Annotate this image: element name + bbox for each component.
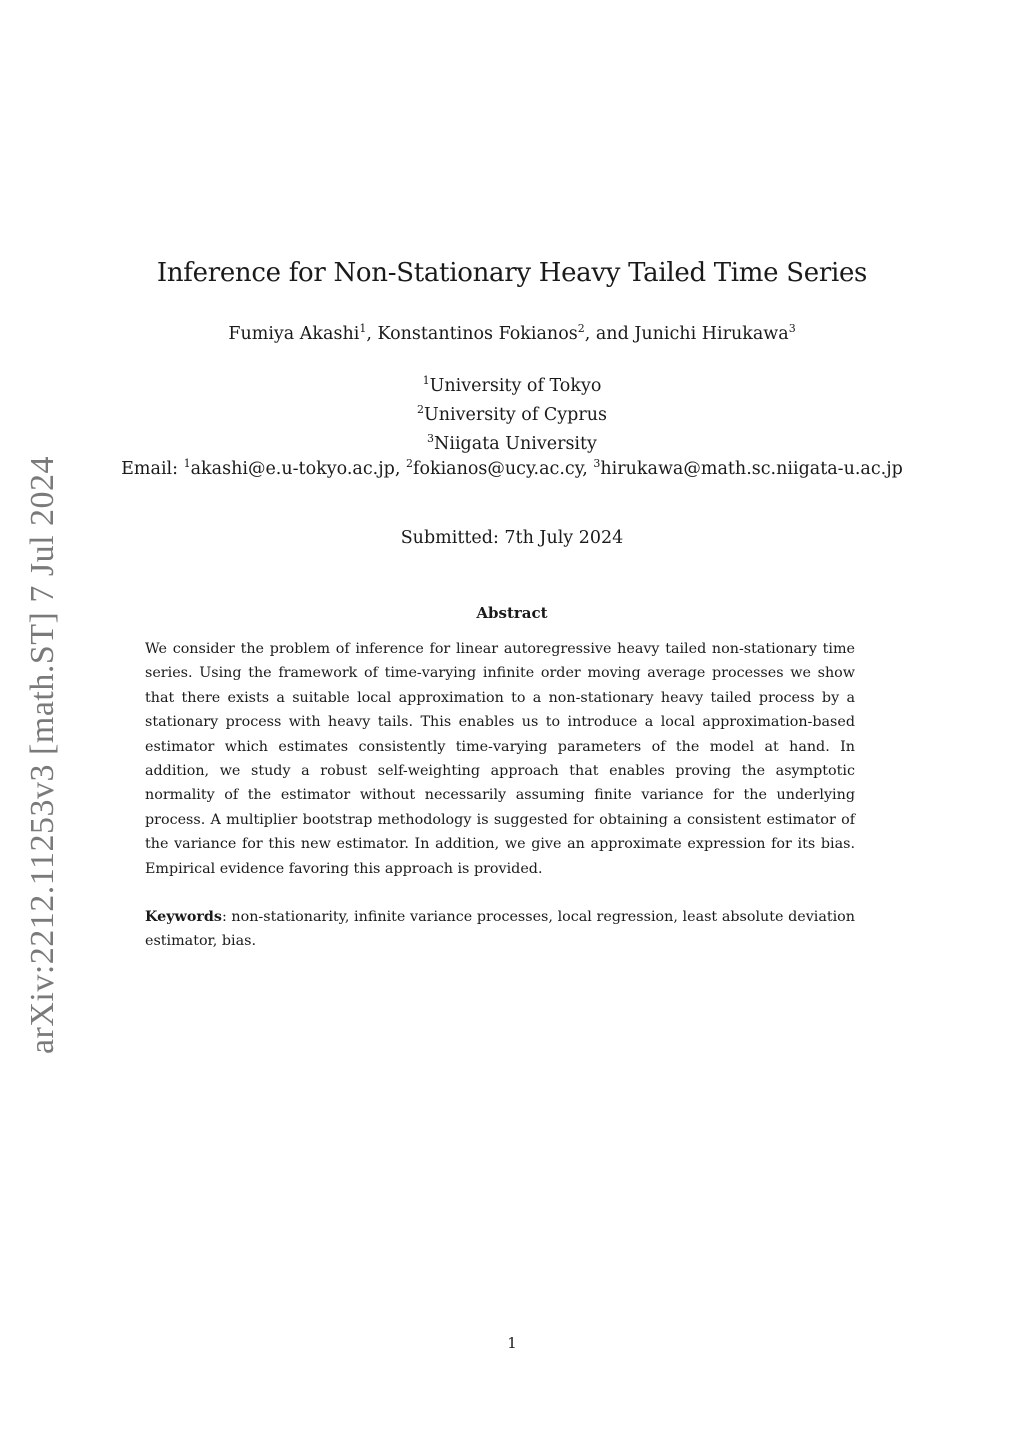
affiliation-name: University of Cyprus	[424, 405, 607, 425]
affiliation-line	[0, 430, 1024, 459]
email-separator: ,	[582, 459, 594, 479]
paper-title: Inference for Non-Stationary Heavy Tailed Time Series	[156, 258, 868, 288]
affiliation-marker: 3	[427, 432, 435, 445]
keywords-text: : non-stationarity, infinite variance processes, local regression, least absolute deviation estimator, bias.	[145, 909, 855, 950]
submission-date: Submitted: 7th July 2024	[400, 528, 624, 548]
email-marker: 1	[183, 457, 191, 470]
email-line	[0, 459, 1024, 479]
affiliation-line	[0, 401, 1024, 430]
abstract-heading: Abstract	[476, 604, 548, 622]
email-address[interactable]: akashi@e.u-tokyo.ac.jp	[190, 459, 395, 479]
author-separator: ,	[366, 324, 378, 344]
author-affiliation-marker: 1	[359, 322, 367, 335]
email-marker: 3	[593, 457, 601, 470]
email-marker: 2	[405, 457, 413, 470]
author-affiliation-marker: 3	[788, 322, 796, 335]
author-affiliation-marker: 2	[577, 322, 585, 335]
affiliation-line	[0, 372, 1024, 401]
affiliation-marker: 2	[417, 403, 425, 416]
abstract-text: We consider the problem of inference for linear autoregressive heavy tailed non-stationary time series. Using the framework of time-varying infinite order moving average processes we show that there exists a suitable local approximation to a non-stationary heavy tailed process by a stationary process with heavy tails. This enables us to introduce a local approximation-based estimator which estimates consistently time-varying parameters of the model at hand. In addition, we study a robust self-weighting approach that enables proving the asymptotic normality of the estimator without necessarily assuming finite variance for the underlying process. A multiplier bootstrap methodology is suggested for obtaining a consistent estimator of the variance for this new estimator. In addition, we give an approximate expression for its bias. Empirical evidence favoring this approach is provided.	[145, 641, 855, 877]
author-name: Konstantinos Fokianos	[377, 324, 578, 344]
email-address[interactable]: fokianos@ucy.ac.cy	[412, 459, 583, 479]
author-separator: , and	[584, 324, 635, 344]
affiliation-name: University of Tokyo	[429, 376, 602, 396]
author-name: Fumiya Akashi	[228, 324, 360, 344]
affiliation-name: Niigata University	[434, 434, 597, 454]
page-number: 1	[507, 1334, 517, 1352]
author-name: Junichi Hirukawa	[634, 324, 789, 344]
keywords-label: Keywords	[145, 909, 222, 925]
author-list	[0, 324, 1024, 344]
arxiv-identifier-stamp: arXiv:2212.11253v3 [math.ST] 7 Jul 2024	[24, 455, 61, 1055]
affiliation-list	[0, 372, 1024, 459]
affiliation-marker: 1	[422, 374, 430, 387]
email-label: Email:	[121, 459, 184, 479]
keywords-paragraph	[145, 905, 855, 954]
email-address[interactable]: hirukawa@math.sc.niigata-u.ac.jp	[600, 459, 903, 479]
email-separator: ,	[394, 459, 406, 479]
